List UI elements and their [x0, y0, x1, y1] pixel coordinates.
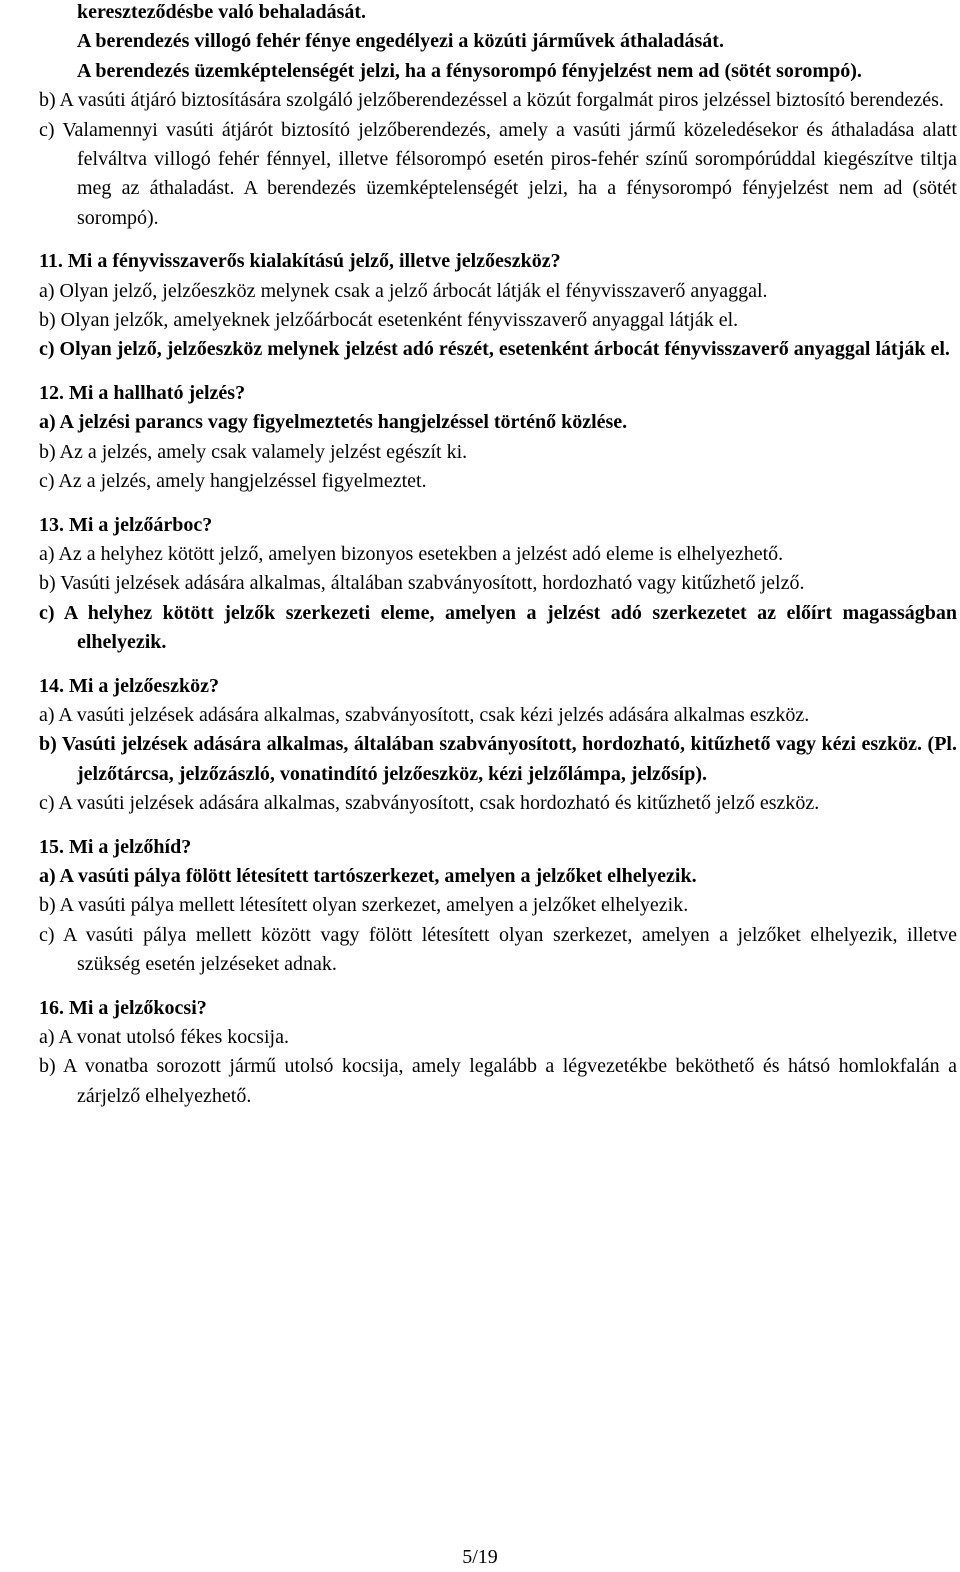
- question-12-title: 12. Mi a hallható jelzés?: [39, 381, 246, 404]
- top-line-1: kereszteződésbe való behaladását.: [77, 1, 367, 23]
- answer-b: b) A vasúti átjáró biztosítására szolgáló jelzőberendezéssel a közút forgalmát piros jelzéssel biztosító berendezés.: [39, 89, 944, 112]
- question-14-answer-a: a) A vasúti jelzések adására alkalmas, szabványosított, csak kézi jelzés adására alkalmas eszköz.: [39, 703, 810, 726]
- question-16-answer-a: a) A vonat utolsó fékes kocsija.: [39, 1026, 289, 1048]
- question-11-answer-a: a) Olyan jelző, jelzőeszköz melynek csak a jelző árbocát látják el fényvisszaverő anyaggal.: [39, 279, 768, 302]
- question-11-title: 11. Mi a fényvisszaverős kialakítású jelző, illetve jelzőeszköz?: [39, 250, 561, 273]
- question-15-answer-a: a) A vasúti pálya fölött létesített tartószerkezet, amelyen a jelzőket elhelyezik.: [39, 864, 697, 887]
- question-11-answer-c: c) Olyan jelző, jelzőeszköz melynek jelzést adó részét, esetenként árbocát fényvisszaverő anyaggal látják el.: [39, 338, 950, 361]
- question-12-answer-a: a) A jelzési parancs vagy figyelmeztetés hangjelzéssel történő közlése.: [39, 411, 628, 434]
- question-12-answer-c: c) Az a jelzés, amely hangjelzéssel figyelmeztet.: [39, 470, 427, 493]
- question-13-title: 13. Mi a jelzőárboc?: [39, 513, 213, 536]
- question-11-answer-b: b) Olyan jelzők, amelyeknek jelzőárbocát esetenként fényvisszaverő anyaggal látják el.: [39, 309, 739, 332]
- question-13-answer-b: b) Vasúti jelzések adására alkalmas, általában szabványosított, hordozható vagy kitűzhető jelző.: [39, 572, 805, 595]
- question-15-answer-c: c) A vasúti pálya mellett között vagy fölött létesített olyan szerkezet, amelyen a jelzőket elhelyezik, illetve szükség esetén jelzéseket adnak.: [39, 923, 957, 976]
- question-16-answer-b: b) A vonatba sorozott jármű utolsó kocsija, amely legalább a légvezetékbe beköthető és hátsó homlokfalán a zárjelző elhelyezhető.: [39, 1055, 957, 1107]
- question-12-answer-b: b) Az a jelzés, amely csak valamely jelzést egészít ki.: [39, 440, 468, 463]
- question-13-answer-a: a) Az a helyhez kötött jelző, amelyen bizonyos esetekben a jelzést adó eleme is elhelyezhető.: [39, 542, 784, 565]
- question-15-title: 15. Mi a jelzőhíd?: [39, 835, 192, 858]
- top-line-2: A berendezés villogó fehér fénye engedélyezi a közúti járművek áthaladását.: [77, 30, 724, 53]
- page-number: 5/19: [462, 1546, 498, 1568]
- document-page: [39, 0, 957, 1111]
- question-13-answer-c: c) A helyhez kötött jelzők szerkezeti eleme, amelyen a jelzést adó szerkezetet az előírt magasságban elhelyezik.: [39, 601, 957, 654]
- question-14-title: 14. Mi a jelzőeszköz?: [39, 674, 219, 697]
- top-line-3: A berendezés üzemképtelenségét jelzi, ha a fénysorompó fényjelzést nem ad (sötét sorompó).: [77, 59, 862, 82]
- question-14-answer-b: b) Vasúti jelzések adására alkalmas, általában szabványosított, hordozható, kitűzhető vagy kézi eszköz. (Pl. jelzőtárcsa, jelzőzászló, vonatindító jelzőeszköz, kézi jelzőlámpa, jelzősíp).: [39, 733, 957, 785]
- question-14-answer-c: c) A vasúti jelzések adására alkalmas, szabványosított, csak hordozható és kitűzhető jelző eszköz.: [39, 792, 820, 815]
- answer-c: c) Valamennyi vasúti átjárót biztosító jelzőberendezés, amely a vasúti jármű közeledésekor és áthaladása alatt felváltva villogó fehér fénnyel, illetve félsorompó esetén piros-fehér színű sorompórúddal kiegészítve tiltja meg az áthaladást. A berendezés üzemképtelenségét jelzi, ha a fénysorompó fényjelzést nem ad (sötét sorompó).: [39, 118, 957, 229]
- question-16-title: 16. Mi a jelzőkocsi?: [39, 996, 207, 1019]
- question-15-answer-b: b) A vasúti pálya mellett létesített olyan szerkezet, amelyen a jelzőket elhelyezik.: [39, 894, 689, 917]
